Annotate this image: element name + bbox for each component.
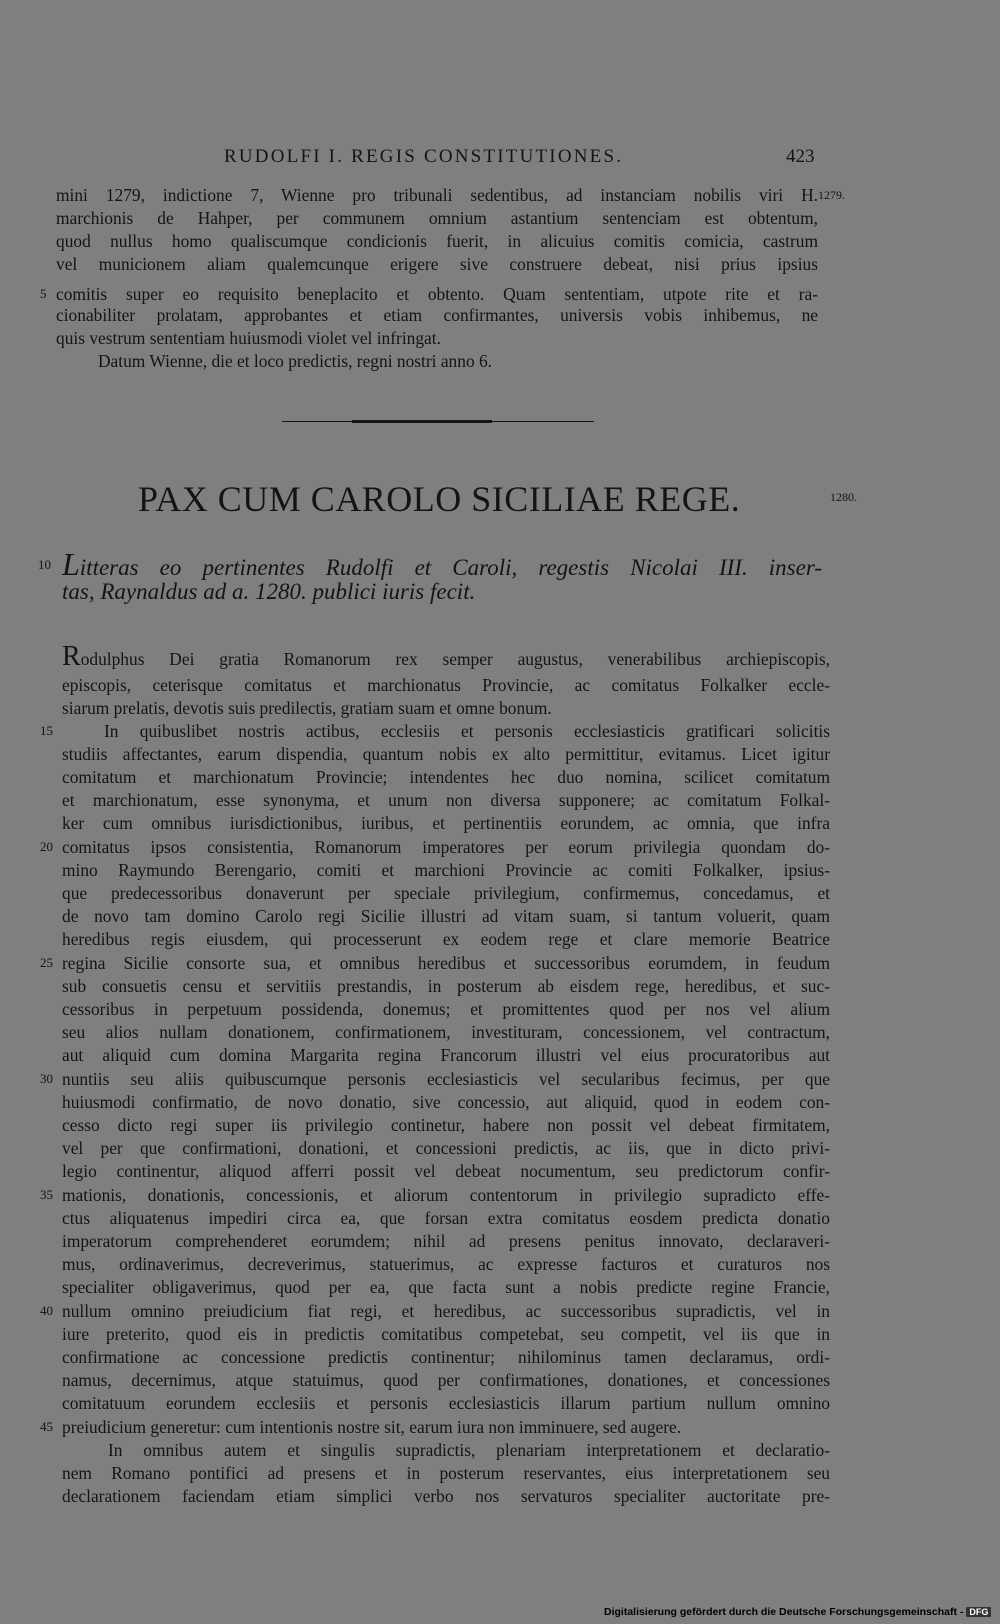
- dfg-logo: DFG: [966, 1607, 991, 1617]
- text-line: preiudicium generetur: cum intentionis nostre sit, earum iura non imminuere, sed augere.: [62, 1417, 682, 1437]
- text-line: et marchionatum, esse synonyma, et unum non diversa supponere; ac comitatum Folkal-: [62, 790, 830, 810]
- text-line: seu alios nullam donationem, confirmationem, investituram, concessionem, vel contractum,: [62, 1022, 830, 1042]
- text-line: heredibus regis eiusdem, qui processerunt ex eodem rege et clare memorie Beatrice: [62, 929, 830, 949]
- line-number: 15: [40, 723, 53, 738]
- text-line: vel per que confirmationi, donationi, et concessioni predictis, ac iis, que in dicto privi-: [62, 1138, 830, 1158]
- text-line: cionabiliter prolatam, approbantes et etiam confirmantes, universis vobis inhibemus, ne: [56, 305, 818, 325]
- text-line: comitatum et marchionatum Provincie; intendentes hec duo nomina, scilicet comitatum: [62, 767, 830, 787]
- text-line: quis vestrum sententiam huiusmodi violet vel infringat.: [56, 328, 441, 348]
- line-number: 40: [40, 1303, 53, 1318]
- footer-text: Digitalisierung gefördert durch die Deutsche Forschungsgemeinschaft -: [604, 1606, 964, 1618]
- text-line: legio continentur, aliquod afferri possit vel debeat nocumentum, seu predictorum confir-: [62, 1161, 830, 1181]
- line-number: 5: [40, 286, 47, 301]
- margin-year-1279: 1279.: [818, 188, 845, 202]
- margin-year-1280: 1280.: [830, 490, 857, 504]
- text-line: mino Raymundo Berengario, comiti et marchioni Provincie ac comiti Folkalker, ipsius-: [62, 860, 830, 880]
- text-line: declarationem faciendam etiam simplici verbo nos servaturos specialiter auctoritate pre-: [62, 1486, 830, 1506]
- line-number: 25: [40, 955, 53, 970]
- text-line: mini 1279, indictione 7, Wienne pro tribunali sedentibus, ad instanciam nobilis viri H.: [56, 185, 818, 205]
- text-line: episcopis, ceterisque comitatus et marchionatus Provincie, ac comitatus Folkalker eccle-: [62, 675, 830, 695]
- line-number: 20: [40, 839, 53, 854]
- text-line: comitis super eo requisito beneplacito et obtento. Quam sententiam, utpote rite et ra-: [56, 284, 818, 304]
- text-line: namus, decernimus, atque statuimus, quod per confirmationes, donationes, et concessiones: [62, 1370, 830, 1390]
- text-line: imperatorum comprehenderet eorumdem; nihil ad presens penitus innovato, declaraveri-: [62, 1231, 830, 1251]
- first-line-rest: odulphus Dei gratia Romanorum rex semper augustus, venerabilibus archiepiscopis,: [80, 649, 830, 669]
- line-number: 30: [40, 1071, 53, 1086]
- line-number: 35: [40, 1187, 53, 1202]
- text-line: aut aliquid cum domina Margarita regina Francorum illustri vel eius procuratoribus aut: [62, 1045, 830, 1065]
- text-line: comitatuum eorundem ecclesiis et personis ecclesiasticis illarum partium nullum omnino: [62, 1393, 830, 1413]
- intro-line: tas, Raynaldus ad a. 1280. publici iuris fecit.: [62, 579, 476, 604]
- text-line: de novo tam domino Carolo regi Sicilie illustri ad vitam suam, si tantum voluerit, quam: [62, 906, 830, 926]
- section-divider-rule: [282, 420, 594, 423]
- digitization-footer: [604, 1606, 991, 1618]
- line-number: 45: [40, 1419, 53, 1434]
- text-line: nullum omnino preiudicium fiat regi, et heredibus, ac successoribus supradictis, vel in: [62, 1301, 830, 1321]
- running-head: RUDOLFI I. REGIS CONSTITUTIONES.: [224, 146, 624, 167]
- text-line: comitatus ipsos consistentia, Romanorum imperatores per eorum privilegia quondam do-: [62, 837, 830, 857]
- text-line: mus, ordinaverimus, decreverimus, statuerimus, ac expresse facturos et curaturos nos: [62, 1254, 830, 1274]
- text-line: studiis affectantes, earum dispendia, quantum nobis ex alto permittitur, evitamus. Licet igitur: [62, 744, 830, 764]
- section-title: PAX CUM CAROLO SICILIAE REGE.: [138, 479, 741, 519]
- text-line: cesso dicto regi super iis privilegio continetur, habere non possit vel debeat firmitatem,: [62, 1115, 830, 1135]
- text-line: que predecessoribus donaverunt per speciale privilegium, confirmemus, concedamus, et: [62, 883, 830, 903]
- text-line: vel municionem aliam qualemcunque erigere sive construere debeat, nisi prius ipsius: [56, 254, 818, 274]
- text-line: ctus aliquatenus impediri circa ea, que forsan extra comitatus eosdem predicta donatio: [62, 1208, 830, 1228]
- text-line: specialiter obligaverimus, quod per ea, que facta sunt a nobis predicte regine Francie,: [62, 1277, 830, 1297]
- intro-line: Litteras eo pertinentes Rudolfi et Caroli, regestis Nicolai III. inser-: [62, 546, 822, 582]
- line-number: 10: [38, 557, 51, 572]
- text-line: nuntiis seu aliis quibuscumque personis ecclesiasticis vel secularibus fecimus, per que: [62, 1069, 830, 1089]
- text-line: sub consuetis censu et servitiis prestandis, in posterum ab eisdem rege, heredibus, et suc-: [62, 976, 830, 996]
- text-line: mationis, donationis, concessionis, et aliorum contentorum in privilegio supradicto effe-: [62, 1185, 830, 1205]
- text-line: In quibuslibet nostris actibus, ecclesiis et personis ecclesiasticis gratificari solicitis: [104, 721, 830, 741]
- intro-initial: L: [62, 546, 80, 582]
- first-text-line: [62, 641, 830, 672]
- text-line: confirmatione ac concessione predictis continentur; nihilominus tamen declaramus, ordi-: [62, 1347, 830, 1367]
- text-line: marchionis de Hahper, per communem omnium astantium sentenciam est obtentum,: [56, 208, 818, 228]
- text-line: Datum Wienne, die et loco predictis, regni nostri anno 6.: [98, 351, 493, 371]
- text-line: nem Romano pontifici ad presens et in posterum reservantes, eius interpretationem seu: [62, 1463, 830, 1483]
- text-line: huiusmodi confirmatio, de novo donatio, sive concessio, aut aliquid, quod in eodem con-: [62, 1092, 830, 1112]
- text-line: regina Sicilie consorte sua, et omnibus heredibus et successoribus eorumdem, in feudum: [62, 953, 830, 973]
- text-line: In omnibus autem et singulis supradictis, plenariam interpretationem et declaratio-: [108, 1440, 830, 1460]
- text-line: siarum prelatis, devotis suis predilectis, gratiam suam et omne bonum.: [62, 698, 552, 718]
- text-line: ker cum omnibus iurisdictionibus, iuribus, et pertinentiis eorundem, ac omnia, que infra: [62, 813, 830, 833]
- drop-initial: R: [62, 641, 81, 672]
- text-line: cessoribus in perpetuum possidenda, donemus; et promittentes quod per nos vel alium: [62, 999, 830, 1019]
- page-number: 423: [786, 146, 815, 167]
- text-line: iure preterito, quod eis in predictis comitatibus competebat, seu competit, vel iis que in: [62, 1324, 830, 1344]
- text-line: quod nullus homo qualiscumque condicionis fuerit, in alicuius comitis comicia, castrum: [56, 231, 818, 251]
